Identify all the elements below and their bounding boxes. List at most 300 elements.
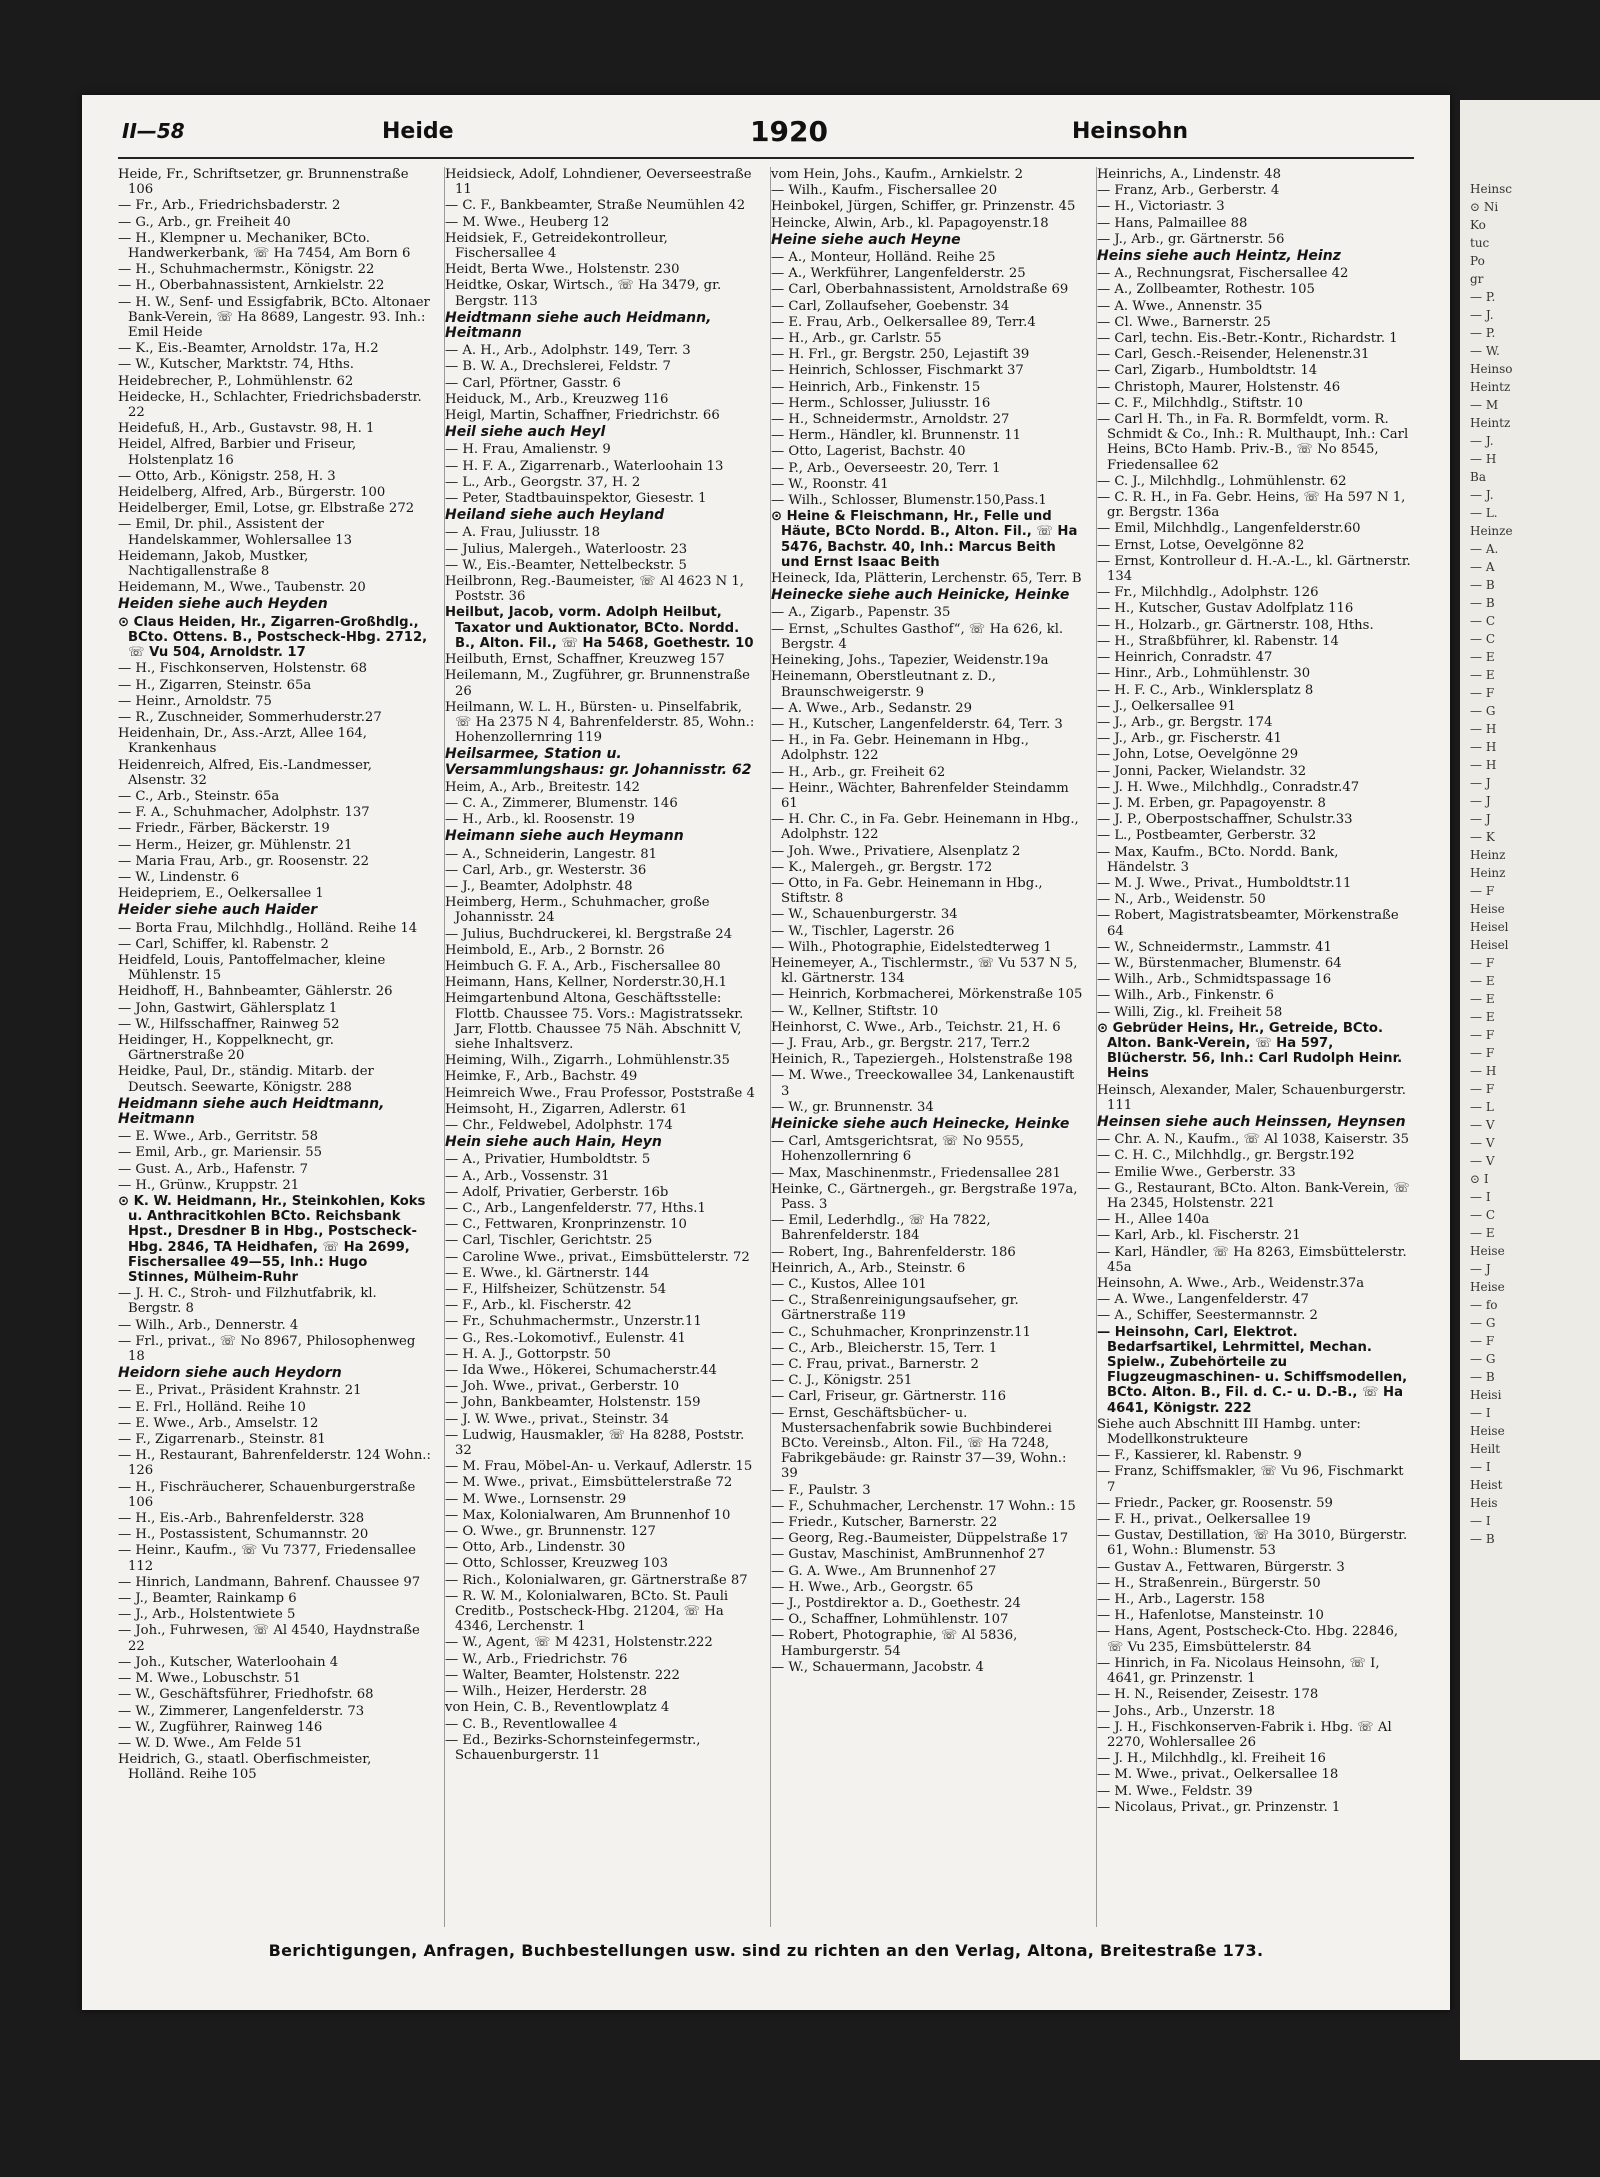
directory-entry: — Herm., Heizer, gr. Mühlenstr. 21 [118,837,353,853]
directory-entry: — F., Schuhmacher, Lerchenstr. 17 Wohn.: 15 [771,1498,1076,1514]
directory-entry: — W., Hilfsschaffner, Rainweg 52 [118,1016,340,1032]
directory-entry: — C., Straßenreinigungsaufseher, gr. Gärtnerstraße 119 [771,1293,1019,1324]
directory-entry: — Gustav A., Fettwaren, Bürgerstr. 3 [1097,1559,1345,1575]
directory-entry: — Otto, Lagerist, Bachstr. 40 [771,444,966,460]
next-page-fragment: Heist [1470,1478,1503,1492]
directory-entry: — H., Arb., Lagerstr. 158 [1097,1592,1265,1608]
directory-entry: — Nicolaus, Privat., gr. Prinzenstr. 1 [1097,1799,1341,1815]
directory-entry: vom Hein, Johs., Kaufm., Arnkielstr. 2 [771,167,1023,182]
directory-entry: — N., Arb., Weidenstr. 50 [1097,892,1266,908]
directory-entry: — C., Arb., Steinstr. 65a [118,788,280,804]
directory-entry: — Heinrich, Conradstr. 47 [1097,650,1273,666]
directory-entry: — J. P., Oberpostschaffner, Schulstr.33 [1097,812,1353,828]
directory-entry: Heidhoff, H., Bahnbeamter, Gählerstr. 26 [118,984,393,1000]
next-page-fragment: — L [1470,1100,1494,1114]
directory-entry: — John, Gastwirt, Gählersplatz 1 [118,1000,338,1016]
next-page-fragment: Heinz [1470,866,1506,880]
directory-entry: — Max, Kolonialwaren, Am Brunnenhof 10 [445,1507,731,1523]
directory-entry: — Fr., Milchhdlg., Adolphstr. 126 [1097,585,1319,601]
year-heading: 1920 [750,115,828,148]
directory-entry: — J. H. C., Stroh- und Filzhutfabrik, kl. Bergstr. 8 [118,1286,377,1317]
directory-entry: — W., Roonstr. 41 [771,476,889,492]
next-page-fragment: — P. [1470,326,1496,340]
directory-entry: — H., in Fa. Gebr. Heinemann in Hbg., Adolphstr. 122 [771,733,1029,764]
directory-entry: — Robert, Ing., Bahrenfelderstr. 186 [771,1244,1016,1260]
directory-entry: — John, Bankbeamter, Holstenstr. 159 [445,1395,701,1411]
section-heading: Heidorn siehe auch Heydorn [118,1365,342,1382]
directory-entry: — G., Arb., gr. Freiheit 40 [118,214,291,230]
directory-entry: — H., Holzarb., gr. Gärtnerstr. 108, Hths. [1097,617,1374,633]
directory-entry: — W., Eis.-Beamter, Nettelbeckstr. 5 [445,557,687,573]
directory-entry: — E. Wwe., Arb., Amselstr. 12 [118,1415,319,1431]
next-page-fragment: — C [1470,1208,1495,1222]
directory-entry: Heinemann, Oberstleutnant z. D., Braunschweigerstr. 9 [771,669,996,700]
directory-entry: Heimsoht, H., Zigarren, Adlerstr. 61 [445,1101,688,1117]
next-page-fragment: — M [1470,398,1499,412]
directory-entry: Heimke, F., Arb., Bachstr. 49 [445,1069,638,1085]
next-page-fragment: Heisel [1470,938,1509,952]
next-page-fragment: — G [1470,1316,1496,1330]
next-page-fragment: tuc [1470,236,1490,250]
directory-entry: — W., gr. Brunnenstr. 34 [771,1099,934,1115]
directory-entry: — W., Schauenburgerstr. 34 [771,907,958,923]
next-page-fragment: Heinso [1470,362,1513,376]
directory-entry: — Rich., Kolonialwaren, gr. Gärtnerstraße 87 [445,1572,748,1588]
directory-entry: — A. Wwe., Annenstr. 35 [1097,298,1263,314]
directory-entry: — E. Wwe., Arb., Gerritstr. 58 [118,1129,319,1145]
directory-entry: — Carl, Oberbahnassistent, Arnoldstraße 69 [771,282,1069,298]
next-page-fragment: — J [1470,1262,1491,1276]
directory-entry: Heiduck, M., Arb., Kreuzweg 116 [445,391,669,407]
directory-entry: Heidrich, G., staatl. Oberfischmeister, Holländ. Reihe 105 [118,1752,372,1783]
directory-entry: — A., Rechnungsrat, Fischersallee 42 [1097,266,1349,282]
directory-entry: — L., Postbeamter, Gerberstr. 32 [1097,828,1317,844]
directory-entry: — M. Wwe., Feldstr. 39 [1097,1783,1253,1799]
directory-entry: — Hans, Palmaillee 88 [1097,215,1248,231]
directory-entry: — H. N., Reisender, Zeisestr. 178 [1097,1687,1319,1703]
directory-entry: — W., Kutscher, Marktstr. 74, Hths. [118,357,354,373]
next-page-fragment: — F [1470,1046,1495,1060]
directory-entry: — Ernst, Lotse, Oevelgönne 82 [1097,537,1305,553]
directory-entry: Heincke, Alwin, Arb., kl. Papagoyenstr.18 [771,215,1049,231]
next-page-fragment: ⊙ I [1470,1172,1489,1186]
publisher-footer: Berichtigungen, Anfragen, Buchbestellungen usw. sind zu richten an den Verlag, Altona, Breitestraße 173. [268,1941,1264,1960]
next-page-fragment: — H [1470,452,1497,466]
directory-entry: — C., Kustos, Allee 101 [771,1277,927,1293]
directory-entry: — J., Arb., gr. Fischerstr. 41 [1097,731,1282,747]
next-page-fragment: ⊙ Ni [1470,200,1499,214]
directory-entry: — Emil, Lederhdlg., ☏ Ha 7822, Bahrenfelderstr. 184 [771,1213,991,1244]
next-page-fragment: — H [1470,1064,1497,1078]
section-heading: Heimann siehe auch Heymann [445,828,684,845]
directory-entry: — H., Klempner u. Mechaniker, BCto. Handwerkerbank, ☏ Ha 7454, Am Born 6 [118,230,411,262]
directory-entry: — Wilh., Arb., Dennerstr. 4 [118,1317,299,1333]
directory-entry: — Wilh., Kaufm., Fischersallee 20 [771,183,998,199]
directory-entry: — C. R. H., in Fa. Gebr. Heins, ☏ Ha 597 N 1, gr. Bergstr. 136a [1097,490,1406,521]
section-heading: Heiden siehe auch Heyden [118,596,328,613]
next-page-fragment: Heinze [1470,524,1513,538]
next-page-fragment: — G [1470,704,1496,718]
next-page-fragment: Heise [1470,1280,1505,1294]
directory-entry: — Carl, Friseur, gr. Gärtnerstr. 116 [771,1389,1006,1405]
next-page-fragment: — V [1470,1136,1495,1150]
left-catchword: Heide [382,119,454,144]
next-page-fragment: — E [1470,650,1495,664]
directory-entry: — Gust. A., Arb., Hafenstr. 7 [118,1161,309,1177]
directory-entry: — Gustav, Maschinist, AmBrunnenhof 27 [771,1547,1046,1563]
directory-entry: — C. Frau, privat., Barnerstr. 2 [771,1357,979,1373]
directory-entry: — Ludwig, Hausmakler, ☏ Ha 8288, Poststr. 32 [445,1427,745,1459]
directory-entry: — J. H., Milchhdlg., kl. Freiheit 16 [1097,1751,1326,1767]
section-heading: Heine siehe auch Heyne [771,231,961,248]
directory-entry: — K., Malergeh., gr. Bergstr. 172 [771,859,993,875]
directory-entry: — F., Hilfsheizer, Schützenstr. 54 [445,1282,667,1298]
directory-entry: — H., Oberbahnassistent, Arnkielstr. 22 [118,278,385,294]
section-heading: Heinecke siehe auch Heinicke, Heinke [771,587,1070,604]
directory-entry: — Caroline Wwe., privat., Eimsbüttelerstr. 72 [445,1249,750,1265]
directory-entry: — W., Zugführer, Rainweg 146 [118,1719,323,1735]
directory-entry: — F., Kassierer, kl. Rabenstr. 9 [1097,1448,1302,1464]
next-page-fragment: — I [1470,1406,1491,1420]
directory-entry: — Georg, Reg.-Baumeister, Düppelstraße 17 [771,1531,1069,1547]
directory-entry: — H., Arb., kl. Roosenstr. 19 [445,812,635,828]
next-page-fragment: — V [1470,1154,1495,1168]
next-page-fragment: — E [1470,668,1495,682]
directory-entry: — Carl, Tischler, Gerichtstr. 25 [445,1233,653,1249]
directory-entry: Heidemann, M., Wwe., Taubenstr. 20 [118,580,366,596]
directory-entry: — Joh. Wwe., Privatiere, Alsenplatz 2 [771,843,1021,859]
directory-entry: — Franz, Schiffsmakler, ☏ Vu 96, Fischmarkt 7 [1097,1464,1404,1495]
directory-entry: — A. H., Arb., Adolphstr. 149, Terr. 3 [445,343,691,359]
directory-entry: — Maria Frau, Arb., gr. Roosenstr. 22 [118,853,369,869]
directory-entry: Heide, Fr., Schriftsetzer, gr. Brunnenstraße 106 [118,167,409,198]
directory-entry: — W., Geschäftsführer, Friedhofstr. 68 [118,1687,374,1703]
directory-entry: — F., Zigarrenarb., Steinstr. 81 [118,1432,326,1448]
column-1 [118,167,432,1927]
next-page-fragment: — J [1470,776,1491,790]
column-3 [770,167,1085,1927]
directory-entry: Heidinger, H., Koppelknecht, gr. Gärtnerstraße 20 [118,1032,334,1064]
directory-entry: — Carl, Gesch.-Reisender, Helenenstr.31 [1097,347,1370,363]
directory-entry: — Robert, Magistratsbeamter, Mörkenstraße 64 [1097,908,1399,939]
directory-entry: — A., Zigarb., Papenstr. 35 [771,605,951,621]
directory-entry: Heidefuß, H., Arb., Gustavstr. 98, H. 1 [118,421,375,437]
next-page-fragment: — C [1470,632,1495,646]
directory-entry: Heinhorst, C. Wwe., Arb., Teichstr. 21, H. 6 [771,1019,1061,1035]
directory-entry: — H. Wwe., Arb., Georgstr. 65 [771,1579,974,1595]
directory-entry: — W., Agent, ☏ M 4231, Holstenstr.222 [445,1635,713,1651]
directory-entry: — C. F., Bankbeamter, Straße Neumühlen 42 [445,198,746,214]
directory-entry: — Herm., Händler, kl. Brunnenstr. 11 [771,428,1022,444]
next-page-fragment: — E [1470,974,1495,988]
directory-entry: Heidsiek, F., Getreidekontrolleur, Fischersallee 4 [445,230,668,262]
directory-entry: Heimberg, Herm., Schuhmacher, große Johannisstr. 24 [445,895,710,926]
directory-entry: — W., Bürstenmacher, Blumenstr. 64 [1097,955,1342,971]
next-page-fragment: — V [1470,1118,1495,1132]
section-heading: Heinicke siehe auch Heinecke, Heinke [771,1115,1070,1132]
advertisement-entry: ⊙ K. W. Heidmann, Hr., Steinkohlen, Koks u. Anthracitkohlen BCto. Reichsbank Hpst., Dresdner B in Hbg., Postscheck-Hbg. 2846, TA Heidhafen, ☏ Ha 2699, Fischersallee 49—55, Inh.: Hugo Stinnes, Mülheim-Ruhr [118,1194,426,1286]
directory-entry: — W., Schauermann, Jacobstr. 4 [771,1659,984,1675]
next-page-fragment: — J [1470,812,1491,826]
directory-entry: — P., Arb., Oeverseestr. 20, Terr. 1 [771,460,1001,476]
next-page-fragment: Heise [1470,902,1505,916]
directory-entry: — Fr., Arb., Friedrichsbaderstr. 2 [118,198,341,214]
directory-entry: Heidenreich, Alfred, Eis.-Landmesser, Alsenstr. 32 [118,757,372,788]
column-2 [444,167,759,1927]
next-page-fragment: — J [1470,794,1491,808]
directory-entry: — H., Schneidermstr., Arnoldstr. 27 [771,412,1010,428]
next-page-fragment: — H [1470,740,1497,754]
directory-entry: Heilbuth, Ernst, Schaffner, Kreuzweg 157 [445,652,725,668]
directory-entry: — J., Arb., gr. Bergstr. 174 [1097,714,1273,730]
directory-entry: — Max, Maschinenmstr., Friedensallee 281 [771,1165,1061,1181]
directory-entry: — H., Kutscher, Langenfelderstr. 64, Terr. 3 [771,716,1063,732]
directory-entry: — H., Arb., gr. Freiheit 62 [771,764,946,780]
directory-entry: — Otto, Arb., Lindenstr. 30 [445,1540,626,1556]
directory-entry: — A. Frau, Juliusstr. 18 [445,525,601,541]
directory-entry: — Willi, Zig., kl. Freiheit 58 [1097,1004,1283,1020]
next-page-fragment: — G [1470,1352,1496,1366]
directory-entry: — Friedr., Färber, Bäckerstr. 19 [118,821,330,837]
directory-entry: — Franz, Arb., Gerberstr. 4 [1097,183,1280,199]
directory-entry: — R., Zuschneider, Sommerhuderstr.27 [118,709,382,725]
directory-entry: — Heinr., Kaufm., ☏ Vu 7377, Friedensallee 112 [118,1543,416,1574]
directory-entry: — Emil, Milchhdlg., Langenfelderstr.60 [1097,521,1361,537]
directory-entry: von Hein, C. B., Reventlowplatz 4 [445,1700,670,1716]
directory-entry: — M. J. Wwe., Privat., Humboldtstr.11 [1097,875,1352,891]
directory-entry: — H. W., Senf- und Essigfabrik, BCto. Altonaer Bank-Verein, ☏ Ha 8689, Langestr. 93. Inh.: Emil Heide [118,294,430,341]
directory-entry: — F. H., privat., Oelkersallee 19 [1097,1512,1311,1528]
directory-entry: — H. Frl., gr. Bergstr. 250, Lejastift 39 [771,347,1030,363]
directory-entry: Heinrichs, A., Lindenstr. 48 [1097,167,1281,182]
directory-entry: — H., Postassistent, Schumannstr. 20 [118,1527,369,1543]
directory-entry: Heinbokel, Jürgen, Schiffer, gr. Prinzenstr. 45 [771,199,1076,215]
directory-entry: — G. A. Wwe., Am Brunnenhof 27 [771,1563,997,1579]
directory-entry: — H., Straßenrein., Bürgerstr. 50 [1097,1575,1321,1591]
directory-entry: — E. Wwe., kl. Gärtnerstr. 144 [445,1265,650,1281]
directory-entry: — H., Hafenlotse, Mansteinstr. 10 [1097,1608,1324,1624]
directory-entry: — J., Arb., gr. Gärtnerstr. 56 [1097,231,1285,247]
directory-entry: — H., Fischkonserven, Holstenstr. 68 [118,661,368,677]
next-page-fragment: — K [1470,830,1495,844]
directory-entry: Heidecke, H., Schlachter, Friedrichsbaderstr. 22 [118,389,422,421]
directory-entry: — G., Restaurant, BCto. Alton. Bank-Verein, ☏ Ha 2345, Holstenstr. 221 [1097,1180,1410,1211]
directory-entry: — H. F. A., Zigarrenarb., Waterloohain 13 [445,458,724,474]
next-page-fragment: — H [1470,758,1497,772]
directory-entry: — John, Lotse, Oevelgönne 29 [1097,747,1299,763]
directory-entry: — Adolf, Privatier, Gerberstr. 16b [445,1184,669,1200]
directory-entry: — H., Kutscher, Gustav Adolfplatz 116 [1097,601,1354,617]
directory-entry: — A., Schneiderin, Langestr. 81 [445,846,657,862]
next-page-fragment: Heintz [1470,380,1511,394]
directory-entry: — J., Beamter, Adolphstr. 48 [445,878,633,894]
directory-entry: — W., Zimmerer, Langenfelderstr. 73 [118,1703,365,1719]
next-page-text-strip [1460,100,1600,1548]
section-heading: Heiland siehe auch Heyland [445,507,665,524]
section-heading: Heidtmann siehe auch Heidmann, Heitmann [445,309,712,342]
directory-entry: — Friedr., Kutscher, Barnerstr. 22 [771,1515,998,1531]
directory-entry: — M. Wwe., Lobuschstr. 51 [118,1671,301,1687]
section-heading: Heider siehe auch Haider [118,902,318,919]
directory-entry: — Borta Frau, Milchhdlg., Holländ. Reihe 14 [118,920,418,936]
directory-entry: — Frl., privat., ☏ No 8967, Philosophenweg 18 [118,1333,416,1365]
directory-entry: Heineking, Johs., Tapezier, Weidenstr.19a [771,653,1049,669]
directory-entry: Heinke, C., Gärtnergeh., gr. Bergstraße 197a, Pass. 3 [771,1181,1078,1212]
directory-entry: Heimann, Hans, Kellner, Norderstr.30,H.1 [445,975,728,991]
directory-entry: — Joh. Wwe., privat., Gerberstr. 10 [445,1379,680,1395]
column-4 [1096,167,1411,1927]
directory-entry: — K., Eis.-Beamter, Arnoldstr. 17a, H.2 [118,341,379,357]
directory-entry: Heinemeyer, A., Tischlermstr., ☏ Vu 537 N 5, kl. Gärtnerstr. 134 [771,955,1078,987]
next-page-fragment: — F [1470,686,1495,700]
directory-entry: Heidelberger, Emil, Lotse, gr. Elbstraße 272 [118,501,415,517]
directory-entry: — J., Oelkersallee 91 [1097,698,1236,714]
directory-entry: — A., Zollbeamter, Rothestr. 105 [1097,282,1315,298]
directory-entry: — W., Arb., Friedrichstr. 76 [445,1651,628,1667]
directory-entry: — A. Wwe., Arb., Sedanstr. 29 [771,700,973,716]
directory-entry: — H., Zigarren, Steinstr. 65a [118,677,312,693]
directory-entry: Heilmann, W. L. H., Bürsten- u. Pinselfabrik, ☏ Ha 2375 N 4, Bahrenfelderstr. 85, Wohn.: Hohenzollernring 119 [445,699,755,746]
directory-entry: — Johs., Arb., Unzerstr. 18 [1097,1703,1276,1719]
directory-entry: — C. J., Königstr. 251 [771,1373,913,1389]
directory-entry: — M. Wwe., privat., Eimsbüttelerstraße 72 [445,1475,733,1491]
next-page-fragment: — L. [1470,506,1498,520]
directory-entry: Heidemann, Jakob, Mustker, Nachtigallenstraße 8 [118,548,309,580]
next-page-fragment: Heis [1470,1496,1498,1510]
directory-columns [118,167,1418,1927]
directory-entry: — J., Arb., Holstentwiete 5 [118,1607,296,1623]
directory-entry: — J. Frau, Arb., gr. Bergstr. 217, Terr.2 [771,1035,1031,1051]
directory-entry: Heidsieck, Adolf, Lohndiener, Oeverseestraße 11 [445,167,752,198]
directory-entry: — Carl, Zollaufseher, Goebenstr. 34 [771,298,1010,314]
directory-entry: — Robert, Photographie, ☏ Al 5836, Hamburgerstr. 54 [771,1628,1018,1659]
next-page-fragment: — F [1470,1334,1495,1348]
directory-entry: — A., Schiffer, Seestermannstr. 2 [1097,1308,1318,1324]
directory-entry: — C., Fettwaren, Kronprinzenstr. 10 [445,1217,687,1233]
directory-entry: — Carl, Pförtner, Gasstr. 6 [445,375,621,391]
directory-entry: — E. Frl., Holländ. Reihe 10 [118,1399,306,1415]
section-heading: Heil siehe auch Heyl [445,424,606,441]
next-page-fragment: — E [1470,992,1495,1006]
directory-entry: Heinsch, Alexander, Maler, Schauenburgerstr. 111 [1097,1082,1406,1113]
directory-entry: — Karl, Händler, ☏ Ha 8263, Eimsbüttelerstr. 45a [1097,1244,1407,1275]
directory-entry: — A., Arb., Vossenstr. 31 [445,1168,610,1184]
directory-entry: Heidebrecher, P., Lohmühlenstr. 62 [118,373,354,389]
next-page-fragment: — H [1470,722,1497,736]
directory-entry: — H., Arb., gr. Carlstr. 55 [771,331,942,347]
directory-entry: Heidke, Paul, Dr., ständig. Mitarb. der Deutsch. Seewarte, Königstr. 288 [118,1064,374,1095]
directory-entry: — A., Monteur, Holländ. Reihe 25 [771,250,996,266]
directory-entry: — W., Schneidermstr., Lammstr. 41 [1097,939,1332,955]
directory-entry: — Karl, Arb., kl. Fischerstr. 21 [1097,1228,1301,1244]
advertisement-entry: — Heinsohn, Carl, Elektrot. Bedarfsartikel, Lehrmittel, Mechan. Spielw., Zubehörteile zu Flugzeugmaschinen- u. Schiffsmodellen, BCto. Alton. B., Fil. d. C.- u. D.-B., ☏ Ha 4641, Königstr. 222 [1097,1324,1408,1416]
directory-entry: — Carl, Schiffer, kl. Rabenstr. 2 [118,936,329,952]
directory-entry: Heidt, Berta Wwe., Holstenstr. 230 [445,262,680,278]
directory-entry: — Heinr., Wächter, Bahrenfelder Steindamm 61 [771,780,1069,811]
directory-entry: — H., Victoriastr. 3 [1097,199,1225,215]
directory-entry: — H. Frau, Amalienstr. 9 [445,442,611,458]
directory-entry: Heigl, Martin, Schaffner, Friedrichstr. 66 [445,408,720,424]
directory-entry: — Emil, Arb., gr. Mariensir. 55 [118,1145,323,1161]
directory-entry: — R. W. M., Kolonialwaren, BCto. St. Pauli Creditb., Postscheck-Hbg. 21204, ☏ Ha 4346, Lerchenstr. 1 [445,1588,729,1635]
directory-entry: — M. Wwe., Treeckowallee 34, Lankenaustift 3 [771,1068,1075,1099]
next-page-fragment: — A [1470,560,1495,574]
directory-entry: — H., Schuhmachermstr., Königstr. 22 [118,262,375,278]
directory-entry: — J. H. Wwe., Milchhdlg., Conradstr.47 [1097,779,1360,795]
next-page-fragment: Heintz [1470,416,1511,430]
directory-entry: — Hinrich, Landmann, Bahrenf. Chaussee 97 [118,1574,421,1590]
next-page-fragment: — I [1470,1460,1491,1474]
directory-entry: — Julius, Buchdruckerei, kl. Bergstraße 24 [445,926,733,942]
directory-entry: — J., Beamter, Rainkamp 6 [118,1591,297,1607]
directory-entry: Heimbold, E., Arb., 2 Bornstr. 26 [445,942,665,958]
next-page-fragment: Heisi [1470,1388,1502,1402]
directory-entry: — C. H. C., Milchhdlg., gr. Bergstr.192 [1097,1148,1355,1164]
directory-entry: — Hinrich, in Fa. Nicolaus Heinsohn, ☏ I, 4641, gr. Prinzenstr. 1 [1097,1655,1380,1687]
directory-entry: — M. Wwe., privat., Oelkersallee 18 [1097,1767,1339,1783]
next-page-fragment: Heilt [1470,1442,1501,1456]
next-page-fragment: Heinz [1470,848,1506,862]
directory-entry: — W., Lindenstr. 6 [118,869,240,885]
directory-entry: — Cl. Wwe., Barnerstr. 25 [1097,314,1271,330]
directory-entry: — Friedr., Packer, gr. Roosenstr. 59 [1097,1495,1333,1511]
directory-entry: Heimbuch G. F. A., Arb., Fischersallee 80 [445,958,721,974]
directory-entry: — Heinrich, Arb., Finkenstr. 15 [771,379,981,395]
directory-entry: — H., Fischräucherer, Schauenburgerstraße 106 [118,1479,416,1510]
next-page-fragment: — P. [1470,290,1496,304]
next-page-fragment: gr [1470,272,1484,286]
directory-entry: — C. B., Reventlowallee 4 [445,1716,618,1732]
directory-entry: — Gustav, Destillation, ☏ Ha 3010, Bürgerstr. 61, Wohn.: Blumenstr. 53 [1097,1528,1408,1559]
directory-entry: — C., Arb., Bleicherstr. 15, Terr. 1 [771,1340,998,1356]
next-page-fragment: — B [1470,578,1495,592]
directory-entry: — F., Paulstr. 3 [771,1482,871,1498]
directory-entry: Heinrich, A., Arb., Steinstr. 6 [771,1260,966,1276]
next-page-fragment: — I [1470,1190,1491,1204]
header-rule [118,157,1414,159]
directory-entry: — G., Res.-Lokomotivf., Eulenstr. 41 [445,1330,686,1346]
directory-entry: — Otto, Schlosser, Kreuzweg 103 [445,1556,669,1572]
right-catchword: Heinsohn [1072,119,1189,144]
directory-entry: — W. D. Wwe., Am Felde 51 [118,1735,303,1751]
directory-entry: — J. W. Wwe., privat., Steinstr. 34 [445,1411,669,1427]
directory-entry: Heineck, Ida, Plätterin, Lerchenstr. 65, Terr. B [771,571,1082,587]
directory-entry: — M. Wwe., Lornsenstr. 29 [445,1491,627,1507]
directory-entry: — O., Schaffner, Lohmühlenstr. 107 [771,1612,1009,1628]
directory-entry: — H., Straßbführer, kl. Rabenstr. 14 [1097,633,1339,649]
next-page-fragment: — J. [1470,434,1494,448]
next-page-fragment: — E [1470,1226,1495,1240]
next-page-fragment: Heinsc [1470,182,1513,196]
directory-entry: — Wilh., Schlosser, Blumenstr.150,Pass.1 [771,493,1047,509]
next-page-fragment: — J. [1470,488,1494,502]
directory-entry: — Ernst, Geschäftsbücher- u. Mustersachenfabrik sowie Buchbinderei BCto. Vereinsb., Alton. Fil., ☏ Ha 7248, Fabrikgebäude: gr. Rainstr 37—39, Wohn.: 39 [771,1405,1067,1482]
directory-entry: — F., Arb., kl. Fischerstr. 42 [445,1298,632,1314]
directory-entry: — Emil, Dr. phil., Assistent der Handelskammer, Wohlersallee 13 [118,517,353,548]
directory-entry: — Wilh., Arb., Finkenstr. 6 [1097,988,1274,1004]
directory-entry: — Chr., Feldwebel, Adolphstr. 174 [445,1117,673,1133]
directory-entry: — C., Schuhmacher, Kronprinzenstr.11 [771,1324,1031,1340]
directory-entry: — W., Kellner, Stiftstr. 10 [771,1003,939,1019]
next-page-fragment: — F [1470,1028,1495,1042]
directory-entry: Heim, A., Arb., Breitestr. 142 [445,779,640,795]
directory-entry: — Julius, Malergeh., Waterloostr. 23 [445,541,688,557]
directory-entry: — Hinr., Arb., Lohmühlenstr. 30 [1097,666,1311,682]
next-page-fragment: Heise [1470,1244,1505,1258]
directory-entry: — M. Wwe., Heuberg 12 [445,214,610,230]
directory-entry: — Wilh., Heizer, Herderstr. 28 [445,1684,647,1700]
directory-entry: — Carl, techn. Eis.-Betr.-Kontr., Richardstr. 1 [1097,331,1398,347]
